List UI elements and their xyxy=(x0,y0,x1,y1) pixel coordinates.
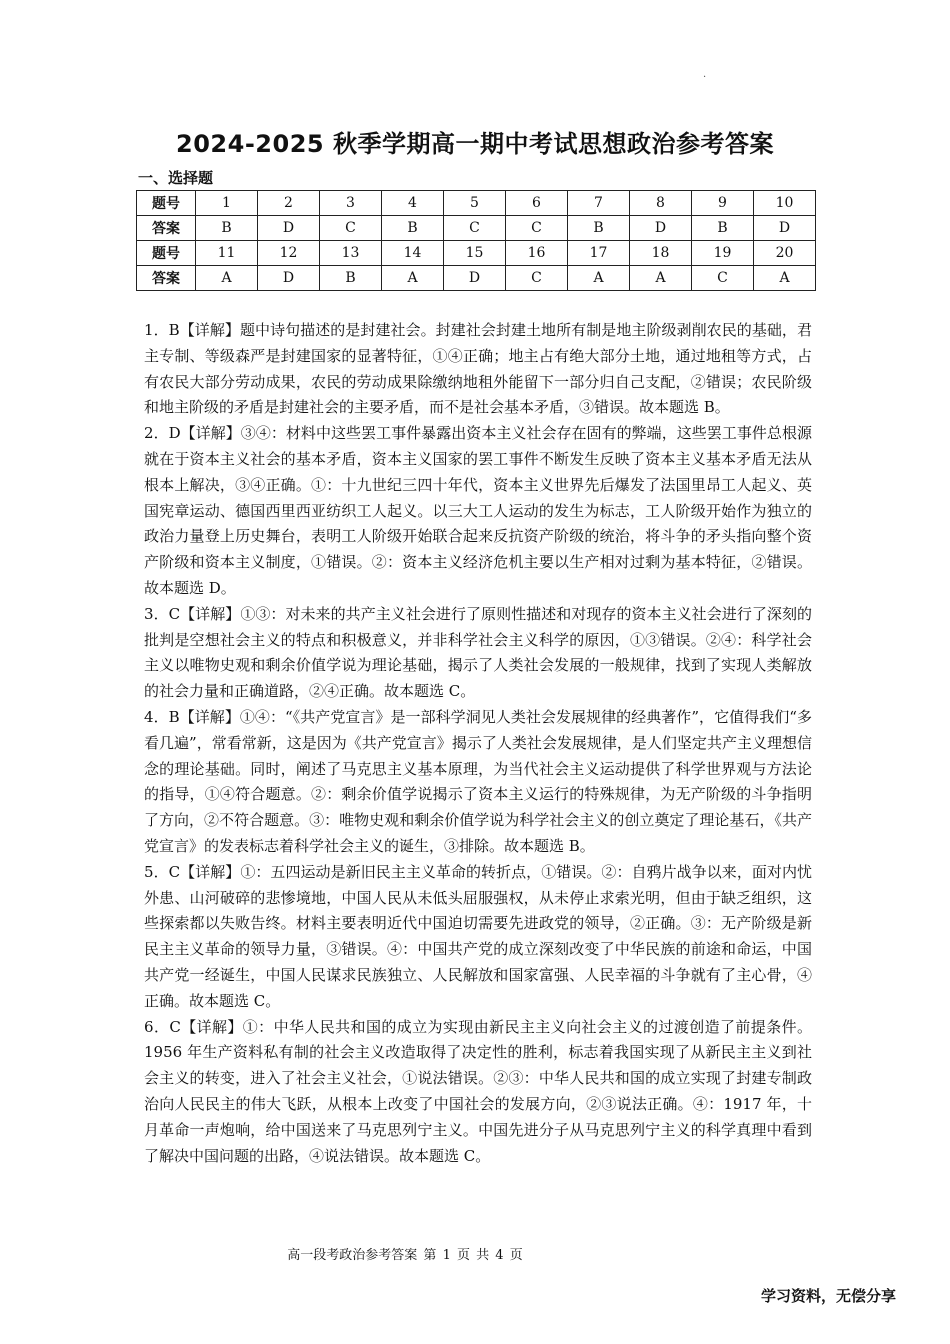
answer-table xyxy=(136,190,816,291)
page-footer xyxy=(0,1244,810,1263)
question-number: 12 xyxy=(258,241,320,266)
stray-dot: · xyxy=(703,72,707,83)
answer-cell: B xyxy=(568,216,630,241)
answer-cell: C xyxy=(506,216,568,241)
explanation-paragraph: 4．B【详解】①④：“《共产党宣言》是一部科学洞见人类社会发展规律的经典著作”，它值得我们“多看几遍”，常看常新，这是因为《共产党宣言》揭示了人类社会发展规律，是人们坚定共产主义理想信念的理论基础。同时，阐述了马克思主义基本原理，为当代社会主义运动提供了科学世界观与方法论的指导，①④符合题意。②：剩余价值学说揭示了资本主义运行的特殊规律，为无产阶级的斗争指明了方向，②不符合题意。③：唯物史观和剩余价值学说为科学社会主义的创立奠定了理论基石，《共产党宣言》的发表标志着科学社会主义的诞生，③排除。故本题选 B。 xyxy=(144,707,812,855)
page-title: 2024-2025 秋季学期高一期中考试思想政治参考答案 xyxy=(176,130,774,158)
answer-cell: A xyxy=(568,266,630,291)
question-number: 20 xyxy=(754,241,816,266)
answer-cell: A xyxy=(754,266,816,291)
answer-cell: C xyxy=(506,266,568,291)
answer-cell: D xyxy=(258,266,320,291)
question-number: 14 xyxy=(382,241,444,266)
footer-page-unit: 页 xyxy=(456,1248,470,1263)
row-header: 题号 xyxy=(137,241,196,266)
question-number: 8 xyxy=(630,191,692,216)
question-number: 7 xyxy=(568,191,630,216)
question-number: 3 xyxy=(320,191,382,216)
answer-cell: A xyxy=(382,266,444,291)
footer-page-number: 1 xyxy=(442,1248,451,1263)
answer-cell: D xyxy=(258,216,320,241)
answer-cell: B xyxy=(382,216,444,241)
answer-cell: B xyxy=(692,216,754,241)
footer-total-unit: 页 xyxy=(509,1248,523,1263)
answer-cell: A xyxy=(196,266,258,291)
answer-cell: C xyxy=(320,216,382,241)
table-row-answers xyxy=(137,216,816,241)
answer-cell: C xyxy=(692,266,754,291)
row-header: 题号 xyxy=(137,191,196,216)
question-number: 19 xyxy=(692,241,754,266)
answer-cell: C xyxy=(444,216,506,241)
answer-cell: D xyxy=(630,216,692,241)
answer-cell: D xyxy=(754,216,816,241)
table-row-numbers xyxy=(137,191,816,216)
question-number: 16 xyxy=(506,241,568,266)
explanation-paragraph: 1．B【详解】题中诗句描述的是封建社会。封建社会封建土地所有制是地主阶级剥削农民的基础，君主专制、等级森严是封建国家的显著特征，①④正确；地主占有绝大部分土地，通过地租等方式，占有农民大部分劳动成果，农民的劳动成果除缴纳地租外能留下一部分归自己支配，②错误；农民阶级和地主阶级的矛盾是封建社会的主要矛盾，而不是社会基本矛盾，③错误。故本题选 B。 xyxy=(144,321,812,417)
question-number: 6 xyxy=(506,191,568,216)
question-number: 5 xyxy=(444,191,506,216)
question-number: 11 xyxy=(196,241,258,266)
section-heading: 一、选择题 xyxy=(138,169,214,187)
row-header: 答案 xyxy=(137,266,196,291)
question-number: 15 xyxy=(444,241,506,266)
footer-total-word: 共 xyxy=(476,1248,490,1263)
explanation-paragraph: 2．D【详解】③④：材料中这些罢工事件暴露出资本主义社会存在固有的弊端，这些罢工事件总根源就在于资本主义社会的基本矛盾，资本主义国家的罢工事件不断发生反映了资本主义基本矛盾无法从根本上解决，③④正确。①：十九世纪三四十年代，资本主义世界先后爆发了法国里昂工人起义、英国宪章运动、德国西里西亚纺织工人起义。以三大工人运动的发生为标志，工人阶级开始作为独立的政治力量登上历史舞台，表明工人阶级开始联合起来反抗资产阶级的统治，将斗争的矛头指向整个资产阶级和资本主义制度，①错误。②：资本主义经济危机主要以生产相对过剩为基本特征，②错误。故本题选 D。 xyxy=(144,424,812,597)
question-number: 2 xyxy=(258,191,320,216)
footer-label: 高一段考政治参考答案 xyxy=(287,1248,418,1263)
footer-total-pages: 4 xyxy=(495,1248,504,1263)
answer-cell: B xyxy=(320,266,382,291)
explanation-paragraph: 6．C【详解】①：中华人民共和国的成立为实现由新民主主义向社会主义的过渡创造了前提条件。1956 年生产资料私有制的社会主义改造取得了决定性的胜利，标志着我国实现了从新民主主义到社会主义的转变，进入了社会主义社会，①说法错误。②③：中华人民共和国的成立实现了封建专制政治向人民民主的伟大飞跃，从根本上改变了中国社会的发展方向，②③说法正确。④：1917 年，十月革命一声炮响，给中国送来了马克思列宁主义。中国先进分子从马克思列宁主义的科学真理中看到了解决中国问题的出路，④说法错误。故本题选 C。 xyxy=(144,1017,812,1165)
question-number: 17 xyxy=(568,241,630,266)
question-number: 10 xyxy=(754,191,816,216)
answer-cell: B xyxy=(196,216,258,241)
question-number: 13 xyxy=(320,241,382,266)
question-number: 4 xyxy=(382,191,444,216)
explanations xyxy=(144,318,812,1169)
question-number: 18 xyxy=(630,241,692,266)
table-row-answers xyxy=(137,266,816,291)
question-number: 9 xyxy=(692,191,754,216)
row-header: 答案 xyxy=(137,216,196,241)
watermark-text: 学习资料，无偿分享 xyxy=(760,1287,896,1305)
answer-cell: D xyxy=(444,266,506,291)
question-number: 1 xyxy=(196,191,258,216)
footer-page-word: 第 xyxy=(423,1248,437,1263)
answer-cell: A xyxy=(630,266,692,291)
explanation-paragraph: 5．C【详解】①：五四运动是新旧民主主义革命的转折点，①错误。②：自鸦片战争以来，面对内忧外患、山河破碎的悲惨境地，中国人民从未低头屈服强权，从未停止求索光明，但由于缺乏组织，这些探索都以失败告终。材料主要表明近代中国迫切需要先进政党的领导，②正确。③：无产阶级是新民主主义革命的领导力量，③错误。④：中国共产党的成立深刻改变了中华民族的前途和命运，中国共产党一经诞生，中国人民谋求民族独立、人民解放和国家富强、人民幸福的斗争就有了主心骨，④正确。故本题选 C。 xyxy=(144,862,812,1010)
explanation-paragraph: 3．C【详解】①③：对未来的共产主义社会进行了原则性描述和对现存的资本主义社会进行了深刻的批判是空想社会主义的特点和积极意义，并非科学社会主义科学的原因，①③错误。②④：科学社会主义以唯物史观和剩余价值学说为理论基础，揭示了人类社会发展的一般规律，找到了实现人类解放的社会力量和正确道路，②④正确。故本题选 C。 xyxy=(144,604,812,701)
table-row-numbers xyxy=(137,241,816,266)
